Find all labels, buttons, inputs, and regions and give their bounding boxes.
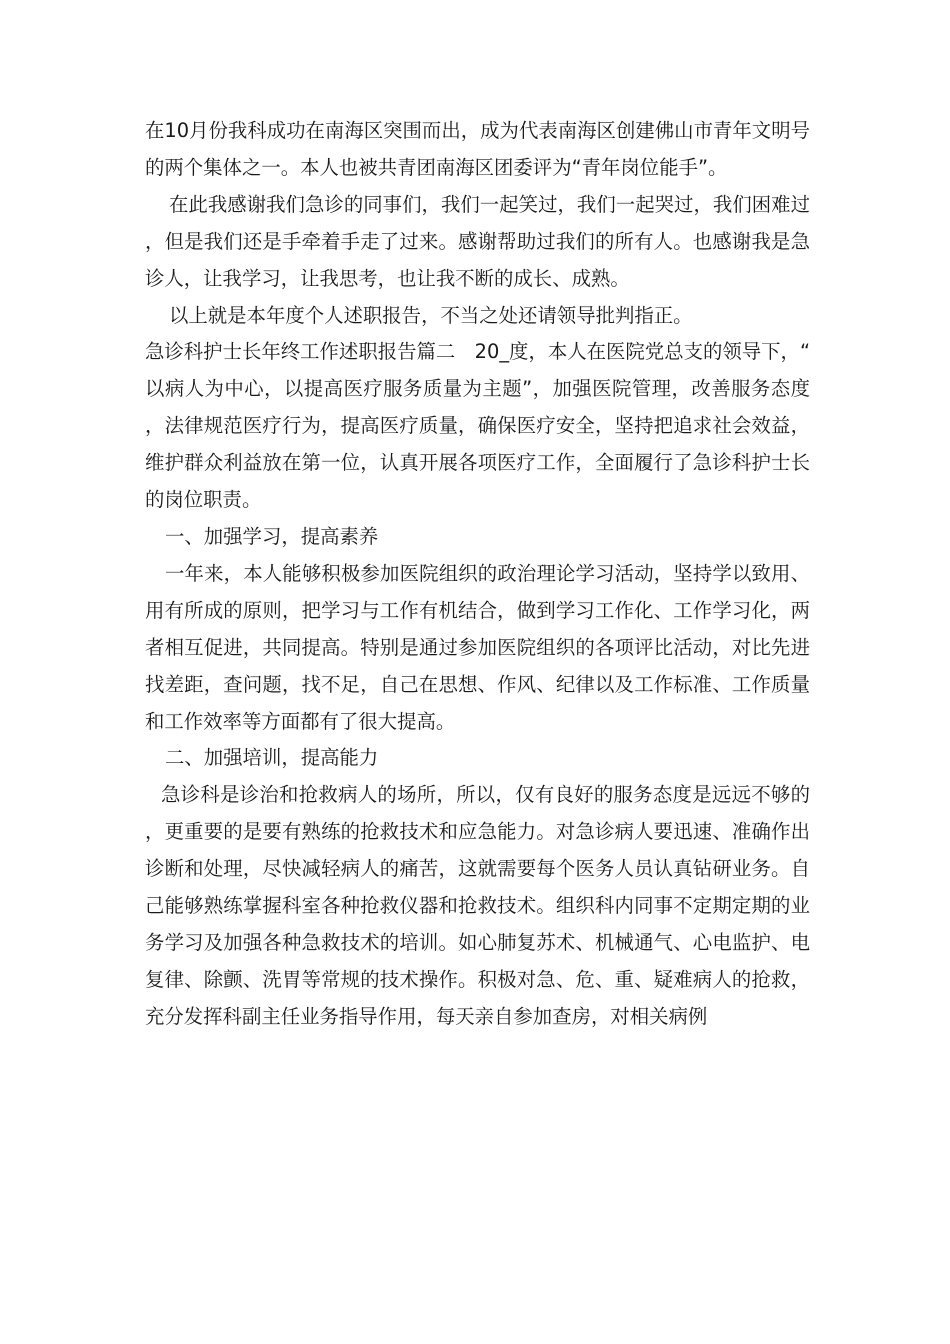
document-page (145, 113, 810, 1036)
paragraph-closing: 以上就是本年度个人述职报告，不当之处还请领导批判指正。 (169, 303, 693, 327)
paragraph-study: 一年来，本人能够积极参加医院组织的政治理论学习活动，坚持学以致用、用有所成的原则，把学习与工作有机结合，做到学习工作化、工作学习化，两者相互促进，共同提高。特别是通过参加医院组织的各项评比活动，对比先进找差距，查问题，找不足，自己在思想、作风、纪律以及工作标准、工作质量和工作效率等方面都有了很大提高。 (145, 561, 810, 733)
paragraph-honor: 在10月份我科成功在南海区突围而出，成为代表南海区创建佛山市青年文明号的两个集体之一。本人也被共青团南海区团委评为“青年岗位能手”。 (145, 119, 810, 179)
section-heading-training: 二、加强培训，提高能力 (165, 746, 379, 770)
paragraph-thanks: 在此我感谢我们急诊的同事们，我们一起笑过，我们一起哭过，我们困难过，但是我们还是手牵着手走了过来。感谢帮助过我们的所有人。也感谢我是急诊人，让我学习，让我思考，也让我不断的成长、成熟。 (145, 192, 810, 290)
paragraph-training: 急诊科是诊治和抢救病人的场所，所以，仅有良好的服务态度是远远不够的，更重要的是要有熟练的抢救技术和应急能力。对急诊病人要迅速、准确作出诊断和处理，尽快减轻病人的痛苦，这就需要每个医务人员认真钻研业务。自己能够熟练掌握科室各种抢救仪器和抢救技术。组织科内同事不定期定期的业务学习及加强各种急救技术的培训。如心肺复苏术、机械通气、心电监护、电复律、除颤、洗胃等常规的技术操作。积极对急、危、重、疑难病人的抢救，充分发挥科副主任业务指导作用，每天亲自参加查房，对相关病例 (145, 783, 810, 1028)
section-heading-study: 一、加强学习，提高素养 (165, 524, 379, 548)
paragraph-report-two-intro: 急诊科护士长年终工作述职报告篇二 20_度，本人在医院党总支的领导下，“以病人为中心，以提高医疗服务质量为主题”，加强医院管理，改善服务态度，法律规范医疗行为，提高医疗质量，确保医疗安全，坚持把追求社会效益，维护群众利益放在第一位，认真开展各项医疗工作，全面履行了急诊科护士长的岗位职责。 (145, 340, 810, 512)
